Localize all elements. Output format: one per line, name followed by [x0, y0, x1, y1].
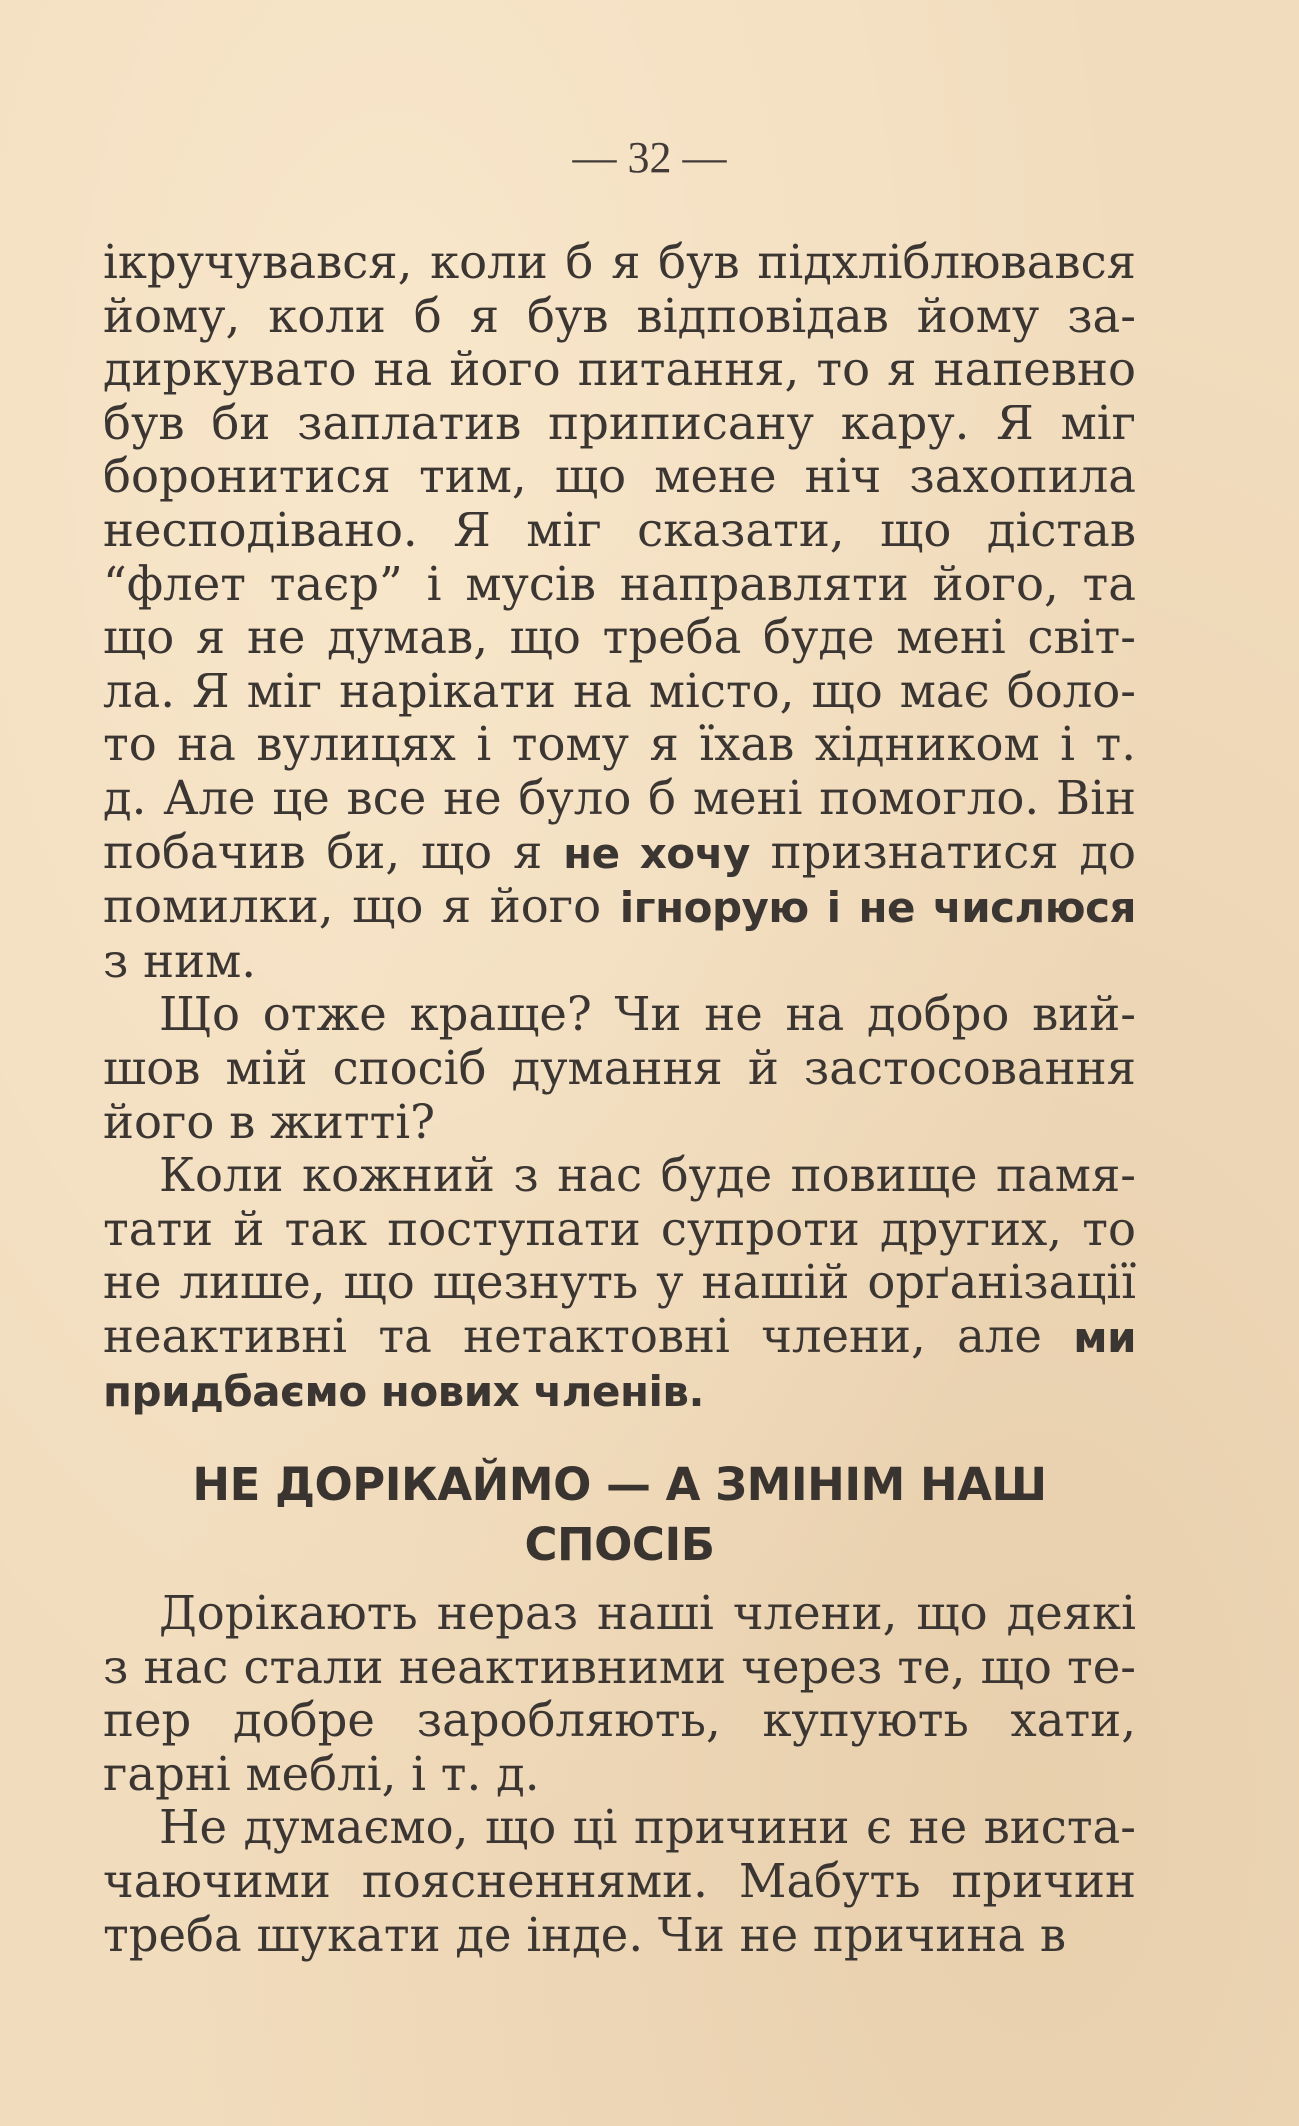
page-number: — 32 — [572, 133, 727, 182]
text-column [103, 236, 1136, 1962]
text-run: з ним. [103, 933, 257, 988]
section-heading-line-1: НЕ ДОРІКАЙМО — А ЗМІНІМ НАШ [192, 1458, 1047, 1512]
text-run: Дорікають нераз наші члени, що деякі з нас стали неактивними через те, що тепер добре заробляють, купують хати, гарні меблі, і т. д. [103, 1586, 1136, 1801]
bold-text-run: ігнорую і не числюся [619, 883, 1136, 933]
section-heading-line-2: СПОСІБ [524, 1518, 715, 1572]
bold-text-run: не хочу [563, 828, 750, 878]
text-run: признатися до помилки, що я його [103, 824, 1136, 934]
text-run: Не думаємо, що ці причини є не вистачаючими поясненнями. Мабуть причин треба шукати де інде. Чи не причина в [103, 1800, 1136, 1962]
section-heading [103, 1455, 1136, 1575]
paragraph-4 [103, 1587, 1136, 1801]
paragraph-3 [103, 1149, 1136, 1419]
paragraph-2 [103, 988, 1136, 1149]
text-run: Що отже краще? Чи не на добро вийшов мій спосіб думання й застосовання його в житті? [103, 987, 1136, 1149]
paragraph-1 [103, 236, 1136, 988]
text-run: Коли кожний з нас буде повище памятати й так поступати супроти других, то не лише, що щезнуть у нашій орґанізації неактивні та нетактовні члени, але [103, 1148, 1136, 1363]
text-run: ікручувався, коли б я був підхліблювався йому, коли б я був відповідав йому задиркувато на його питання, то я напевно був би заплатив приписану кару. Я міг боронитися тим, що мене ніч захопила несподівано. Я міг сказати, що дістав “флет таєр” і мусів направляти його, та що я не думав, що треба буде мені світла. Я міг нарікати на місто, що має болото на вулицях і тому я їхав хідником і т. д. Але це все не було б мені помогло. Він побачив би, що я [103, 235, 1136, 879]
bold-text-run: ми придбаємо нових членів. [103, 1312, 1136, 1417]
paragraph-5 [103, 1801, 1136, 1962]
